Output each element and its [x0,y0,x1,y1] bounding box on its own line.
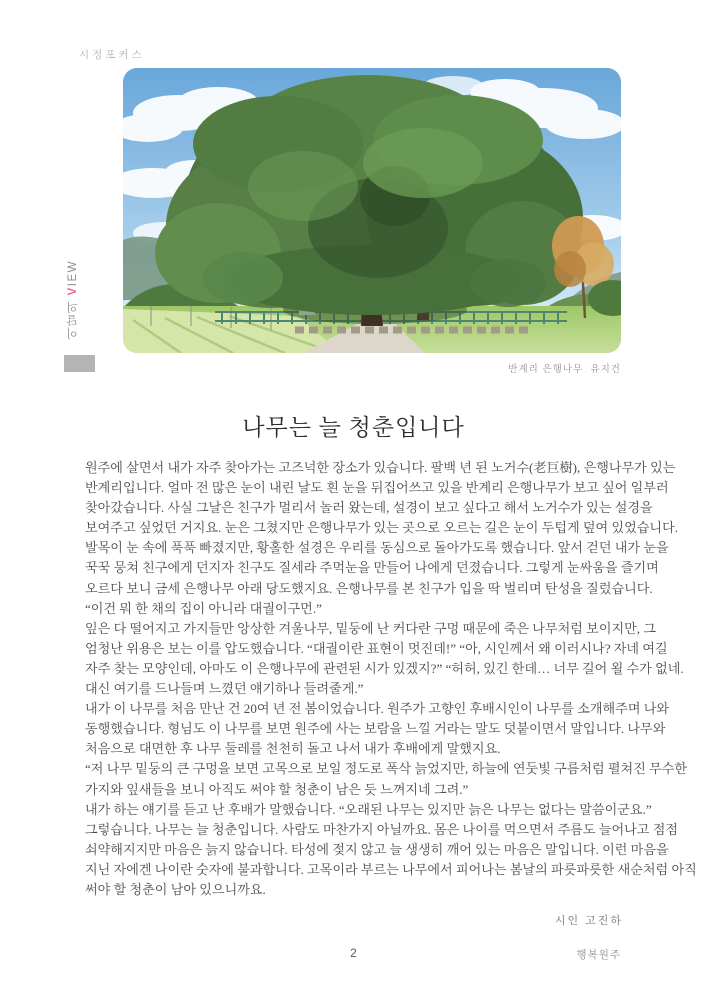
body-text-line: 자주 찾는 모양인데, 아마도 이 은행나무에 관련된 시가 있겠지?” “허허, 있긴 한데… 너무 길어 욀 수가 없네. [85,660,684,676]
ginkgo-tree-photo-illustration [123,68,621,353]
body-text-line: 잎은 다 떨어지고 가지들만 앙상한 겨울나무, 밑둥에 난 커다란 구멍 때문에 죽은 나무처럼 보이지만, 그 [85,620,656,636]
body-text-line: 가지와 잎새들을 보니 아직도 써야 할 청춘이 남은 듯 느껴지네 그려.” [85,781,469,797]
sidebar-label-accent: V [67,286,79,296]
body-text-line: 대신 여기를 드나들며 느꼈던 얘기하나 들려줄게.” [85,681,364,697]
body-text-line: 쇠약해지지만 마음은 늙지 않습니다. 타성에 젖지 않고 늘 생생히 깨어 있는 마음은 말입니다. 이런 마음을 [85,841,669,857]
article-title: 나무는 늘 청춘입니다 [242,415,465,440]
magazine-name: 행복원주 [576,949,621,961]
body-text-line: 내가 이 나무를 처음 만난 건 20여 년 전 봄이었습니다. 원주가 고향인 후배시인이 나무를 소개해주며 나와 [85,701,670,717]
page-number: 2 [350,946,357,960]
photo-caption: 반계리 은행나무 유지건 [508,364,621,375]
body-text-lines [85,458,697,900]
body-text-line: 동행했습니다. 형님도 이 나무를 보면 원주에 사는 보람을 느낄 거라는 말도 덧붙이면서 말입니다. 나무와 [85,721,666,737]
article-body [85,458,697,931]
body-text-line: 찾아갔습니다. 사실 그날은 친구가 멀리서 놀러 왔는데, 설경이 보고 싶다고 해서 노거수가 있는 설경을 [85,500,653,516]
body-text-line: “이건 뭐 한 채의 집이 아니라 대궐이구먼.” [85,600,322,616]
body-text-line: 그렇습니다. 나무는 늘 청춘입니다. 사람도 마찬가지 아닐까요. 몸은 나이를 먹으면서 주름도 늘어나고 점점 [85,821,678,837]
body-text-line: 내가 하는 얘기를 듣고 난 후배가 말했습니다. “오래된 나무는 있지만 늙은 나무는 없다는 말씀이군요.” [85,801,652,817]
sidebar-label-rest: IEW [67,260,79,287]
body-text-line: 오르다 보니 금세 은행나무 아래 당도했지요. 은행나무를 본 친구가 입을 딱 벌리며 탄성을 질렀습니다. [85,580,653,596]
sidebar-vertical-label [65,260,81,339]
body-text-line: 꾹꾹 뭉쳐 친구에게 던지자 친구도 질세라 주먹눈을 만들어 나에게 던졌습니다. 그렇게 눈싸움을 즐기며 [85,560,659,576]
article-signature: 시인 고진하 [554,915,623,928]
sidebar-accent-block [64,355,95,372]
body-text-line: 보여주고 싶었던 거지요. 눈은 그쳤지만 은행나무가 있는 곳으로 오르는 길은 눈이 두텁게 덮여 있었습니다. [85,520,678,536]
corner-label: 시정포커스 [79,49,145,61]
body-text-line: 원주에 살면서 내가 자주 찾아가는 고즈넉한 장소가 있습니다. 팔백 년 된 노거수(老巨樹), 은행나무가 있는 [85,460,676,475]
body-text-line: 지닌 자에겐 나이란 숫자에 불과합니다. 고목이라 부르는 나무에서 피어나는 봄날의 파릇파릇한 새순처럼 아직 [85,861,697,877]
body-text-line: “저 나무 밑둥의 큰 구멍을 보면 고목으로 보일 정도로 폭삭 늙었지만, 하늘에 연둣빛 구름처럼 펼쳐진 무수한 [85,761,688,777]
sidebar-label-prefix: 이달의 [67,295,79,340]
photo-figure [123,68,621,353]
body-text-line: 처음으로 대면한 후 나무 둘레를 천천히 돌고 나서 내가 후배에게 말했지요. [85,741,501,757]
body-text-line: 발목이 눈 속에 푹푹 빠졌지만, 황홀한 설경은 우리를 동심으로 돌아가도록 했습니다. 앞서 걷던 내가 눈을 [85,540,669,556]
body-text-line: 반계리입니다. 얼마 전 많은 눈이 내린 날도 흰 눈을 뒤집어쓰고 있을 반계리 은행나무가 보고 싶어 일부러 [85,480,669,496]
body-text-line: 써야 할 청춘이 남아 있으니까요. [85,881,266,897]
body-text-line: 엄청난 위용은 보는 이를 압도했습니다. “대궐이란 표현이 멋진데!” “아, 시인께서 왜 이러시나? 자네 여길 [85,640,668,656]
